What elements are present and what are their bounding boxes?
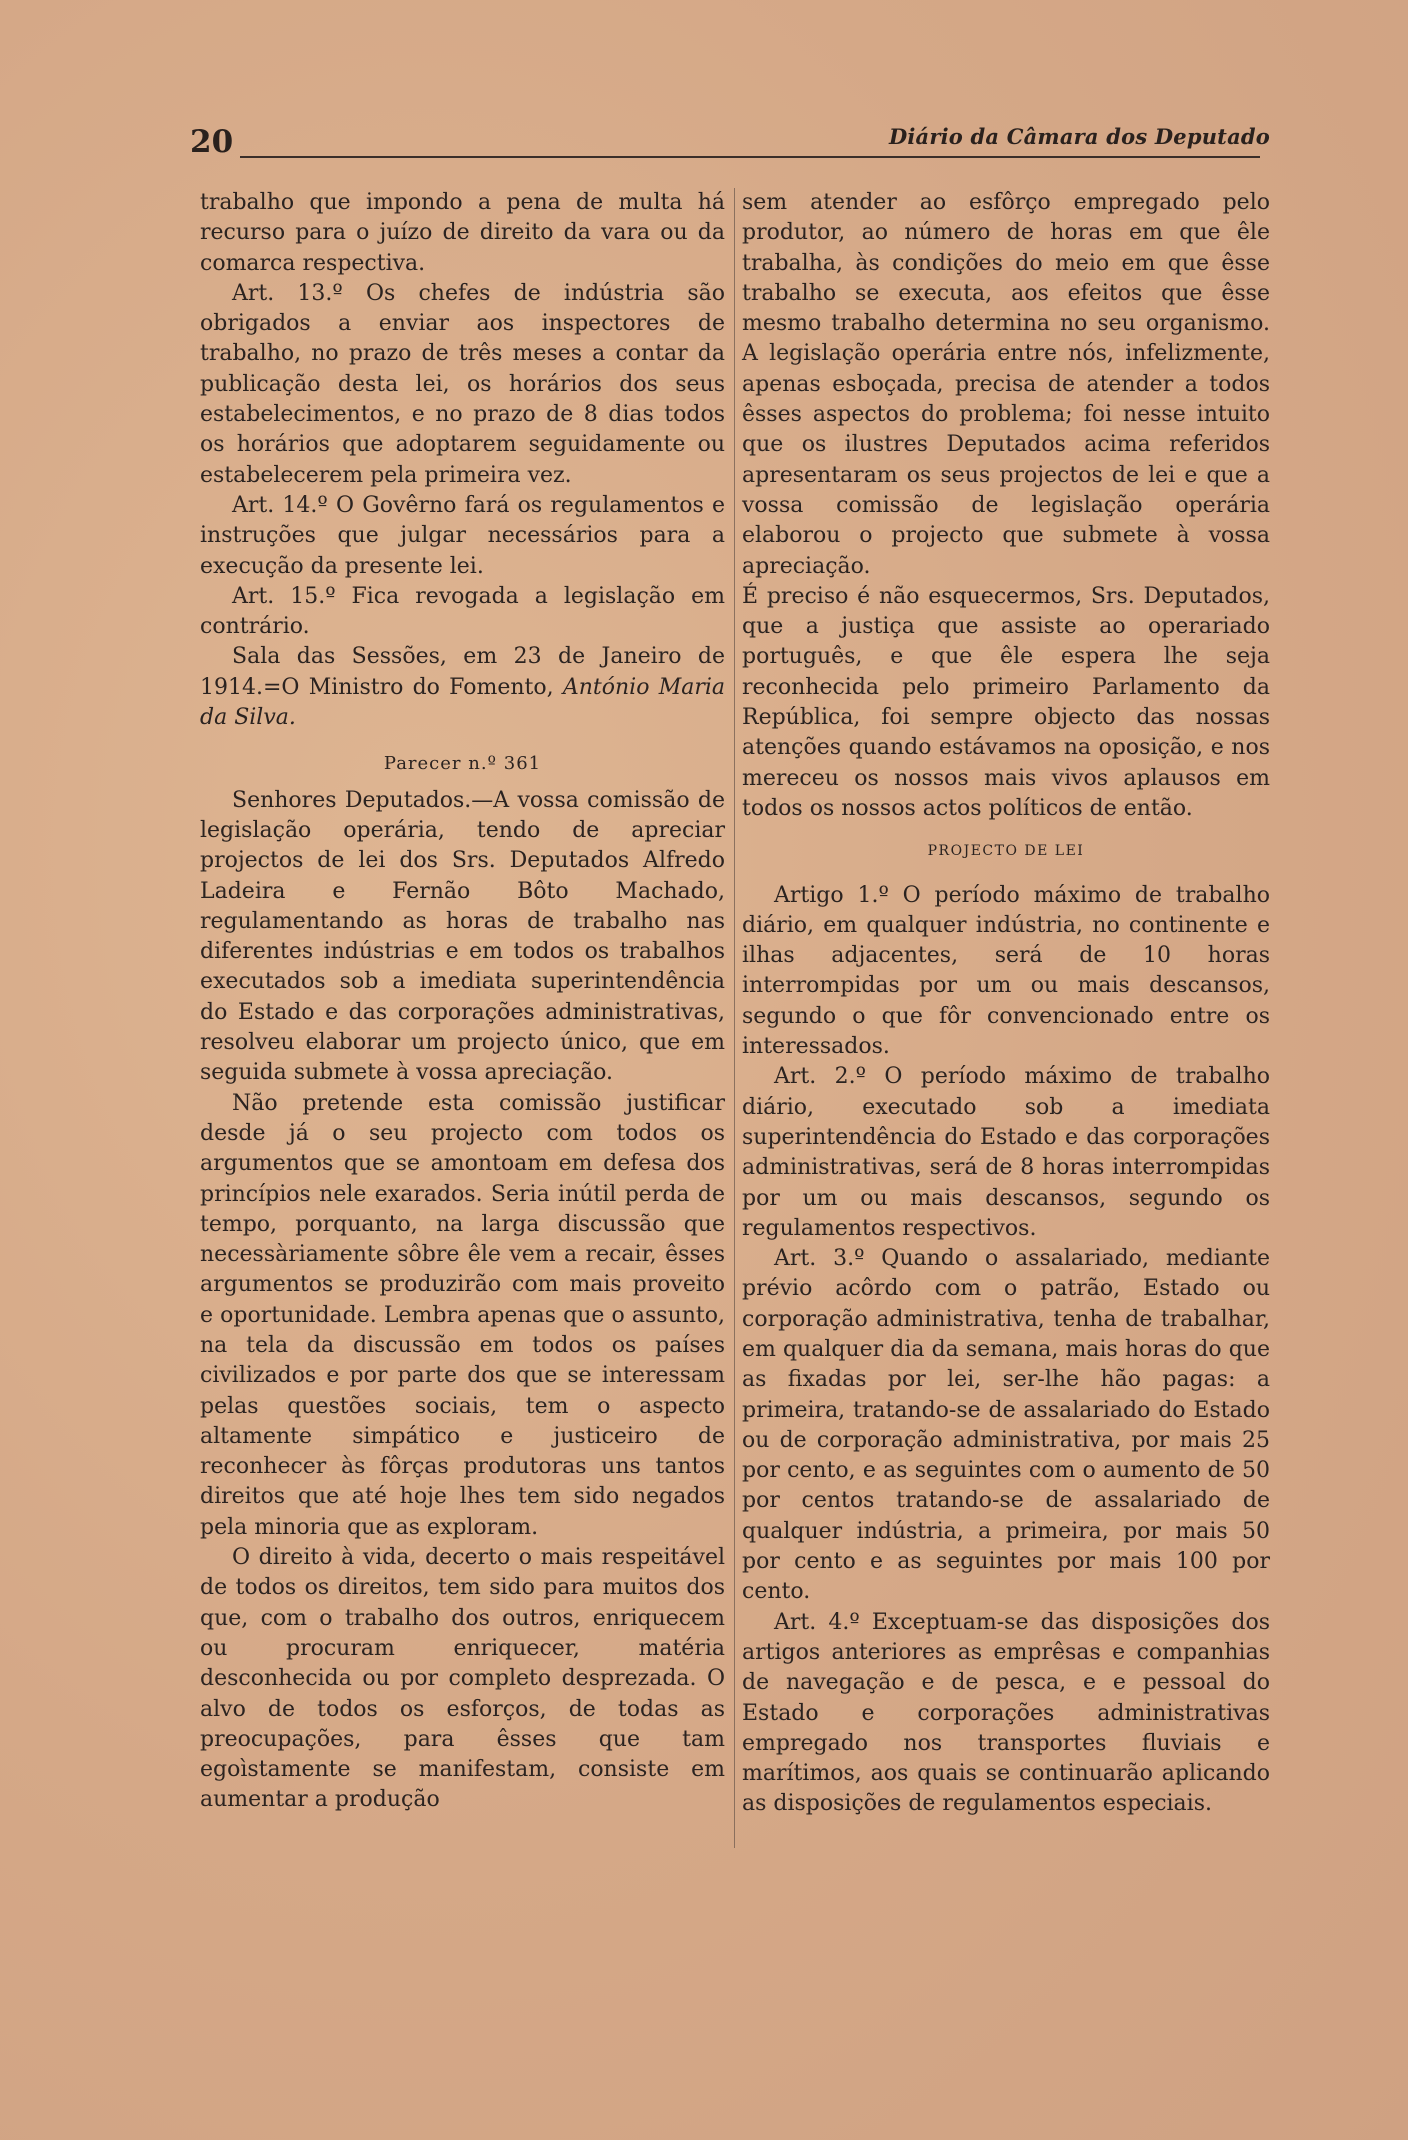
signature-paragraph <box>200 642 725 733</box>
article-14: Art. 14.º O Govêrno fará os regulamentos e instruções que julgar necessários para a execução da presente lei. <box>200 492 725 579</box>
header-rule <box>240 156 1260 158</box>
paragraph: trabalho que impondo a pena de multa há recurso para o juízo de direito da vara ou da comarca respectiva. <box>200 190 725 276</box>
article-1: Artigo 1.º O período máximo de trabalho diário, em qualquer indústria, no continente e ilhas adjacentes, será de 10 horas interrompidas por um ou mais descansos, segundo o que fôr convencionado entre os interessados. <box>742 882 1270 1060</box>
paragraph: O direito à vida, decerto o mais respeitável de todos os direitos, tem sido para muitos dos que, com o trabalho dos outros, enriquecem ou procuram enriquecer, matéria desconhecida ou por completo desprezada. O alvo de todos os esforços, de todas as preocupações, para êsses que tam egoìstamente se manifestam, consiste em aumentar a produção <box>200 1545 725 1813</box>
article-15: Art. 15.º Fica revogada a legislação em contrário. <box>200 583 725 640</box>
running-head: Diário da Câmara dos Deputado <box>888 124 1270 149</box>
paragraph: sem atender ao esfôrço empregado pelo produtor, ao número de horas em que êle trabalha, às condições do meio em que êsse trabalho se executa, aos efeitos que êsse mesmo trabalho determina no seu organismo. A legislação operária entre nós, infelizmente, apenas esboçada, precisa de atender a todos êsses aspectos do problema; foi nesse intuito que os ilustres Deputados acima referidos apresentaram os seus projectos de lei e que a vossa comissão de legislação operária elaborou o projecto que submete à vossa apreciação. <box>742 190 1270 579</box>
paragraph: É preciso é não esquecermos, Srs. Deputados, que a justiça que assiste ao operariado português, e que êle espera lhe seja reconhecida pelo primeiro Parlamento da República, foi sempre objecto das nossas atenções quando estávamos na oposição, e nos mereceu os nossos mais vivos aplausos em todos os nossos actos políticos de então. <box>742 583 1270 821</box>
parecer-heading: Parecer n.º 361 <box>383 753 542 775</box>
article-3: Art. 3.º Quando o assalariado, mediante prévio acôrdo com o patrão, Estado ou corporação administrativa, tenha de trabalhar, em qualquer dia da semana, mais horas do que as fixadas por lei, ser-lhe hão pagas: a primeira, tratando-se de assalariado do Estado ou de corporação administrativa, por mais 25 por cento, e as seguintes com o aumento de 50 por centos tratando-se de assalariado de qualquer indústria, a primeira, por mais 50 por cento e as seguintes por mais 100 por cento. <box>742 1246 1270 1605</box>
article-13: Art. 13.º Os chefes de indústria são obrigados a enviar aos inspectores de trabalho, no prazo de três meses a contar da publicação desta lei, os horários dos seus estabelecimentos, e no prazo de 8 dias todos os horários que adoptarem seguidamente ou estabelecerem pela primeira vez. <box>200 280 725 488</box>
page-number: 20 <box>190 124 234 160</box>
paragraph: Não pretende esta comissão justificar desde já o seu projecto com todos os argumentos que se amontoam em defesa dos princípios nele exarados. Seria inútil perda de tempo, porquanto, na larga discussão que necessàriamente sôbre êle vem a recair, êsses argumentos se produzirão com mais proveito e oportunidade. Lembra apenas que o assunto, na tela da discussão em todos os países civilizados e por parte dos que se interessam pelas questões sociais, tem o aspecto altamente simpático e justiceiro de reconhecer às fôrças produtoras uns tantos direitos que até hoje lhes tem sido negados pela minoria que as exploram. <box>200 1090 725 1540</box>
left-column <box>200 188 725 1816</box>
signature-prefix: Sala das Sessões, em 23 de Janeiro de 1914.=O Ministro do Fomento, <box>200 644 725 700</box>
projecto-heading: PROJECTO DE LEI <box>927 843 1085 860</box>
article-4: Art. 4.º Exceptuam-se das disposições dos artigos anteriores as emprêsas e companhias de navegação e de pesca, e e pessoal do Estado e corporações administrativas empregado nos transportes fluviais e marítimos, aos quais se continuarão aplicando as disposições de regulamentos especiais. <box>742 1609 1270 1817</box>
signature-name: António Maria da Silva. <box>200 674 726 731</box>
article-2: Art. 2.º O período máximo de trabalho diário, executado sob a imediata superintendência do Estado e das corporações administrativas, será de 8 horas interrompidas por um ou mais descansos, segundo os regulamentos respectivos. <box>742 1064 1270 1241</box>
column-divider <box>734 188 735 1848</box>
right-column <box>742 188 1270 1820</box>
paragraph: Senhores Deputados.—A vossa comissão de legislação operária, tendo de apreciar projectos de lei dos Srs. Deputados Alfredo Ladeira e Fernão Bôto Machado, regulamentando as horas de trabalho nas diferentes indústrias e em todos os trabalhos executados sob a imediata superintendência do Estado e das corporações administrativas, resolveu elaborar um projecto único, que em seguida submete à vossa apreciação. <box>200 787 725 1086</box>
